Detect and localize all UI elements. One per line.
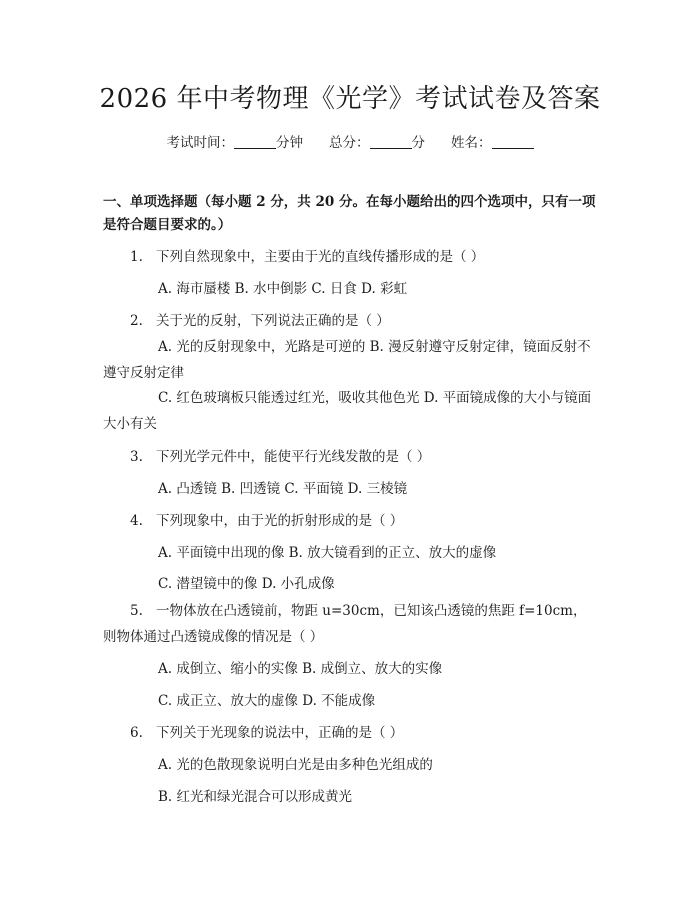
- name-blank: [492, 134, 534, 149]
- question-number: 4.: [130, 513, 143, 529]
- question-4-options-ab: A. 平面镜中出现的像 B. 放大镜看到的正立、放大的虚像: [158, 545, 497, 561]
- score-blank: [370, 134, 412, 149]
- question-5: [103, 598, 593, 650]
- question-6-option-b: B. 红光和绿光混合可以形成黄光: [158, 789, 353, 805]
- time-unit: 分钟: [276, 135, 303, 151]
- time-blank: [234, 134, 276, 149]
- score-unit: 分: [411, 135, 425, 151]
- question-stem: 一物体放在凸透镜前，物距 u=30cm，已知该凸透镜的焦距 f=10cm，则物体通过凸透镜成像的情况是（ ）: [103, 603, 587, 645]
- question-5-options-ab: A. 成倒立、缩小的实像 B. 成倒立、放大的实像: [158, 661, 443, 677]
- question-2: [130, 309, 390, 329]
- question-number: 6.: [130, 725, 143, 741]
- question-stem: 关于光的反射，下列说法正确的是（ ）: [156, 313, 390, 329]
- question-1: [130, 245, 484, 265]
- question-6-option-a: A. 光的色散现象说明白光是由多种色光组成的: [158, 757, 433, 773]
- question-4: [130, 509, 403, 529]
- name-label: 姓名：: [451, 135, 492, 151]
- question-6: [130, 721, 403, 741]
- question-number: 5.: [130, 603, 143, 619]
- question-1-options: A. 海市蜃楼 B. 水中倒影 C. 日食 D. 彩虹: [158, 281, 408, 297]
- question-3: [130, 445, 430, 465]
- exam-title: 2026 年中考物理《光学》考试试卷及答案: [99, 84, 601, 114]
- section-heading: 一、单项选择题（每小题 2 分，共 20 分。在每小题给出的四个选项中，只有一项是符合题目要求的。）: [103, 194, 596, 233]
- exam-info-line: [0, 131, 700, 151]
- question-stem: 下列关于光现象的说法中，正确的是（ ）: [156, 725, 404, 741]
- question-2-options-cd: C. 红色玻璃板只能透过红光，吸收其他色光 D. 平面镜成像的大小与镜面大小有关: [103, 390, 592, 432]
- question-stem: 下列光学元件中，能使平行光线发散的是（ ）: [156, 449, 431, 465]
- question-stem: 下列自然现象中，主要由于光的直线传播形成的是（ ）: [156, 249, 485, 265]
- question-stem: 下列现象中，由于光的折射形成的是（ ）: [156, 513, 404, 529]
- question-number: 3.: [130, 449, 143, 465]
- question-3-options: A. 凸透镜 B. 凹透镜 C. 平面镜 D. 三棱镜: [158, 481, 408, 497]
- score-label: 总分：: [329, 135, 370, 151]
- time-label: 考试时间：: [166, 135, 234, 151]
- question-2-options-ab: A. 光的反射现象中，光路是可逆的 B. 漫反射遵守反射定律，镜面反射不遵守反射定律: [103, 339, 591, 381]
- question-5-options-cd: C. 成正立、放大的虚像 D. 不能成像: [158, 693, 376, 709]
- question-number: 1.: [130, 249, 143, 265]
- question-4-options-cd: C. 潜望镜中的像 D. 小孔成像: [158, 576, 335, 592]
- question-number: 2.: [130, 313, 143, 329]
